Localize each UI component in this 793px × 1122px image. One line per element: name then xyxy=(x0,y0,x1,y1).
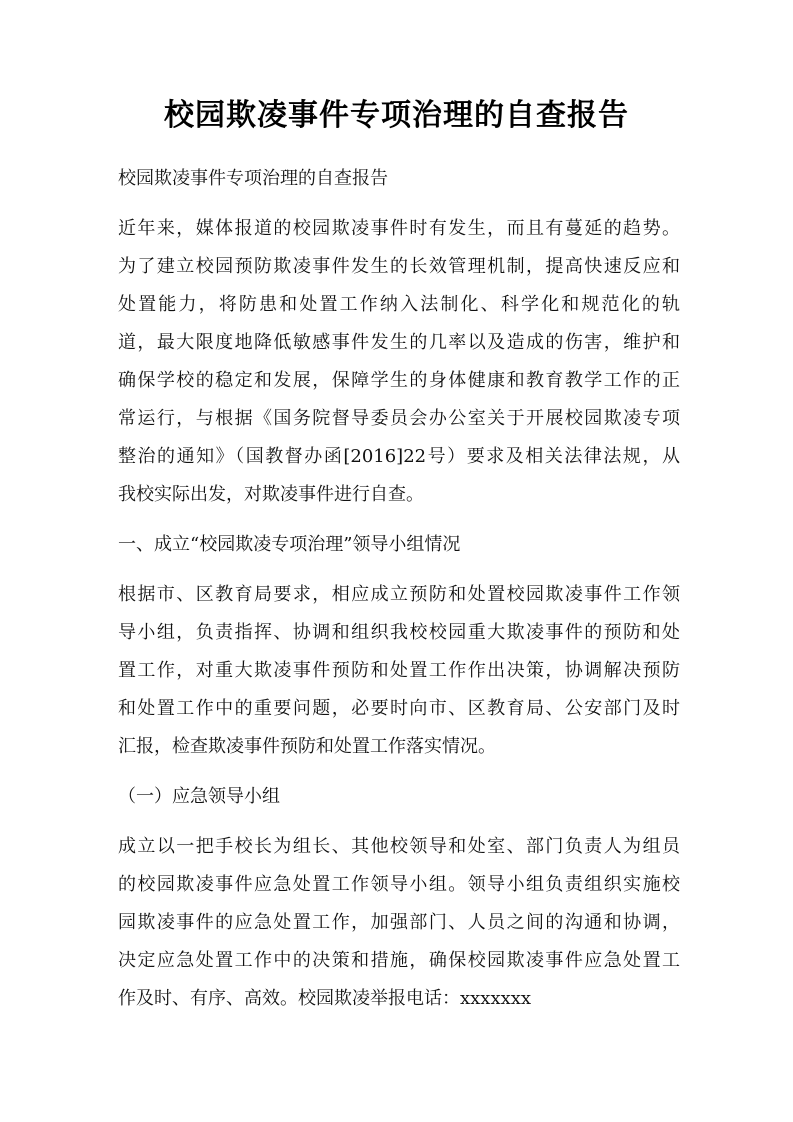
paragraph-line: 为了建立校园预防欺凌事件发生的长效管理机制，提高快速反应和 xyxy=(118,256,680,277)
subsection-heading: （一）应急领导小组 xyxy=(118,786,280,807)
paragraph-line: 导小组，负责指挥、协调和组织我校校园重大欺凌事件的预防和处 xyxy=(118,622,680,643)
paragraph-line: 处置能力，将防患和处置工作纳入法制化、科学化和规范化的轨 xyxy=(118,294,680,315)
paragraph-line: 近年来，媒体报道的校园欺凌事件时有发生，而且有蔓延的趋势。 xyxy=(118,218,680,239)
subsection-heading-1 xyxy=(118,778,680,816)
paragraph-line: 我校实际出发，对欺凌事件进行自查。 xyxy=(118,484,424,505)
paragraph-line: 决定应急处置工作中的决策和措施，确保校园欺凌事件应急处置工 xyxy=(118,950,680,971)
paragraph-gap xyxy=(118,564,680,576)
document-title: 校园欺凌事件专项治理的自查报告 xyxy=(164,98,629,133)
paragraph-intro xyxy=(118,210,680,514)
paragraph-line: 作及时、有序、高效。校园欺凌举报电话：xxxxxxx xyxy=(118,988,532,1009)
paragraph-line: 汇报，检查欺凌事件预防和处置工作落实情况。 xyxy=(118,736,496,757)
paragraph-line: 园欺凌事件的应急处置工作，加强部门、人员之间的沟通和协调， xyxy=(118,912,680,933)
paragraph-line: 确保学校的稳定和发展，保障学生的身体健康和教育教学工作的正 xyxy=(118,370,680,391)
paragraph-line: 整治的通知》（国教督办函[2016]22号）要求及相关法律法规，从 xyxy=(118,446,680,467)
document-body xyxy=(118,160,680,1018)
paragraph-line: 的校园欺凌事件应急处置工作领导小组。领导小组负责组织实施校 xyxy=(118,874,680,895)
paragraph-gap xyxy=(118,514,680,526)
paragraph-line: 和处置工作中的重要问题，必要时向市、区教育局、公安部门及时 xyxy=(118,698,680,719)
paragraph-gap xyxy=(118,198,680,210)
paragraph-line: 根据市、区教育局要求，相应成立预防和处置校园欺凌事件工作领 xyxy=(118,584,680,605)
document-subtitle: 校园欺凌事件专项治理的自查报告 xyxy=(118,168,388,189)
paragraph-gap xyxy=(118,766,680,778)
section-heading: 一、成立“校园欺凌专项治理”领导小组情况 xyxy=(118,534,461,555)
paragraph-subsection-1 xyxy=(118,828,680,1018)
section-heading-1 xyxy=(118,526,680,564)
paragraph-section-1 xyxy=(118,576,680,766)
paragraph-line: 常运行，与根据《国务院督导委员会办公室关于开展校园欺凌专项 xyxy=(118,408,680,429)
paragraph-line: 成立以一把手校长为组长、其他校领导和处室、部门负责人为组员 xyxy=(118,836,680,857)
paragraph-line: 道，最大限度地降低敏感事件发生的几率以及造成的伤害，维护和 xyxy=(118,332,680,353)
paragraph-line: 置工作，对重大欺凌事件预防和处置工作作出决策，协调解决预防 xyxy=(118,660,680,681)
paragraph-gap xyxy=(118,816,680,828)
